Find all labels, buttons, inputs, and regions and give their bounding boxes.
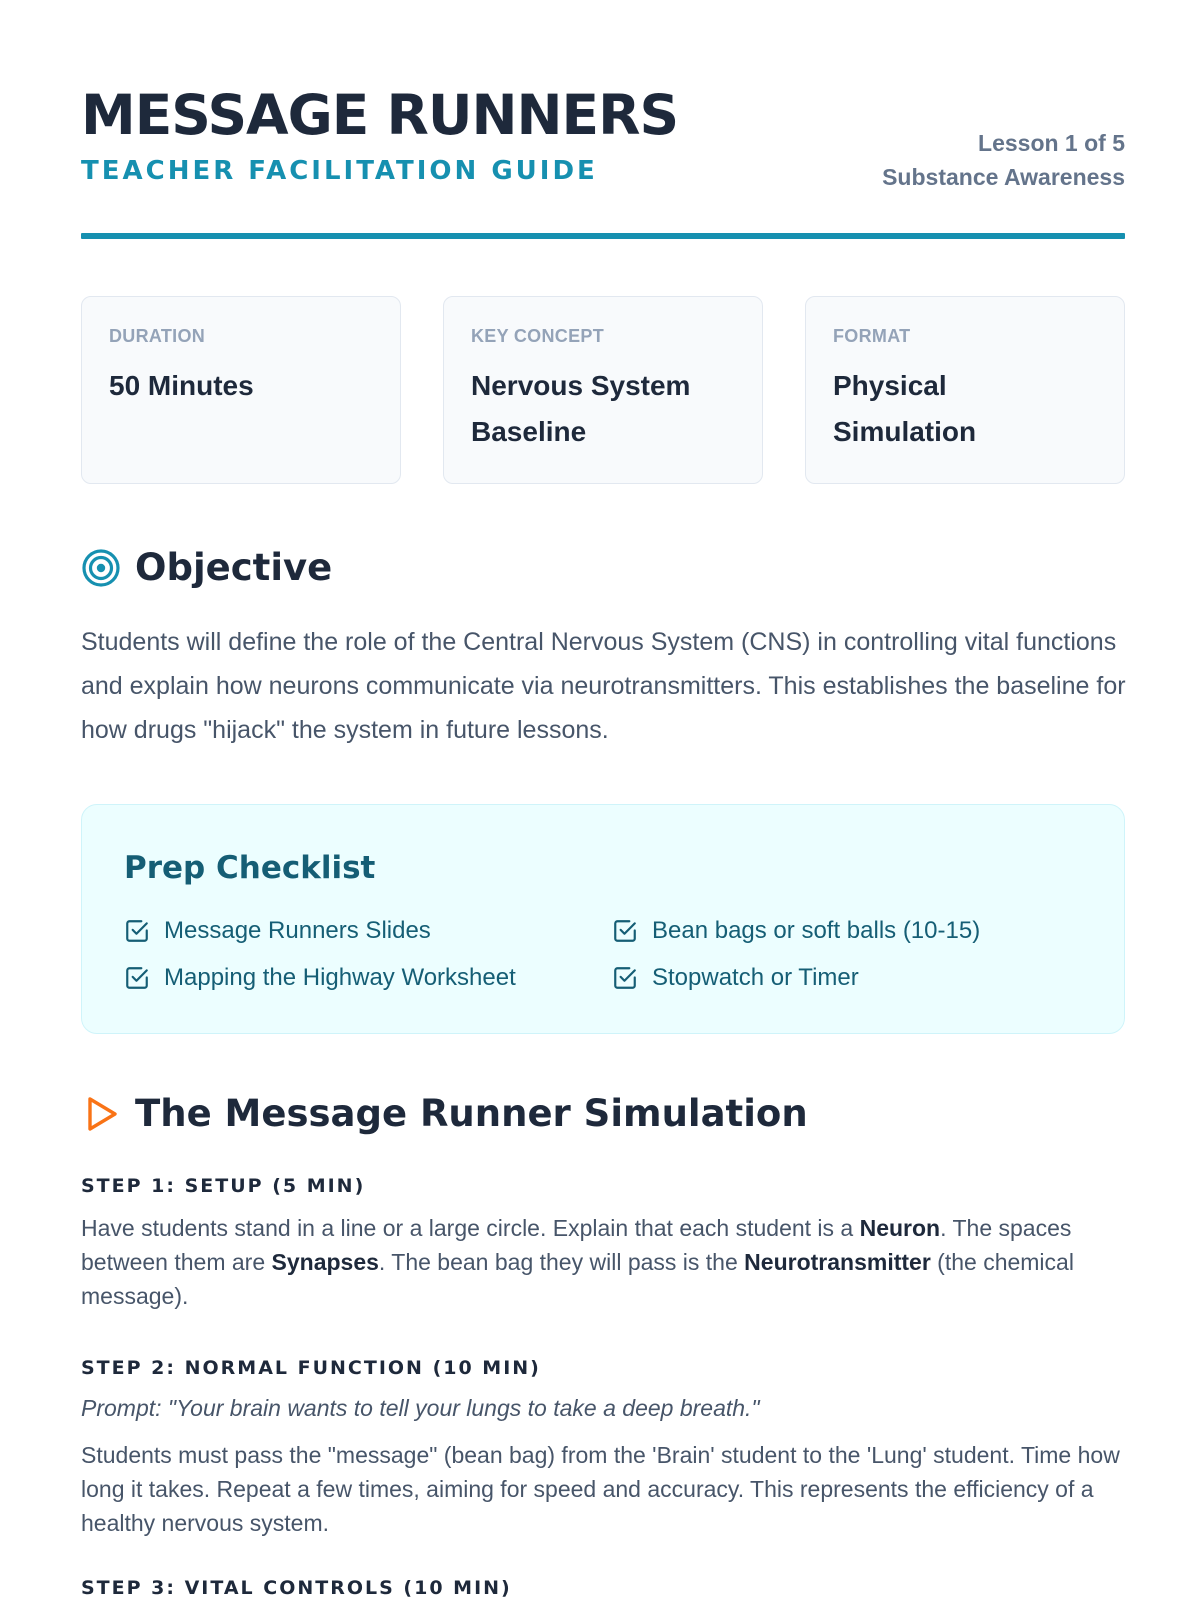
checkbox-icon <box>612 965 638 991</box>
info-cards <box>81 296 1125 486</box>
checklist-item-label: Mapping the Highway Worksheet <box>164 964 516 991</box>
step-text-part: . The bean bag they will pass is the <box>378 1249 745 1275</box>
page-title: MESSAGE RUNNERS <box>81 83 679 147</box>
step-1-label: STEP 1: SETUP (5 MIN) <box>81 1175 366 1197</box>
section-title: Objective <box>135 546 333 589</box>
section-title: The Message Runner Simulation <box>135 1092 808 1135</box>
simulation-heading <box>81 1092 808 1135</box>
step-text-part: (the chemical message). <box>81 1249 1074 1309</box>
step-text-part: Have students stand in a line or a large circle. Explain that each student is a <box>81 1215 860 1241</box>
checkbox-icon <box>124 965 150 991</box>
checklist-item <box>612 917 980 945</box>
play-icon <box>81 1094 121 1134</box>
unit-name: Substance Awareness <box>882 164 1125 190</box>
objective-text: Students will define the role of the Central Nervous System (CNS) in controlling vital functions and explain how neurons communicate via neurotransmitters. This establishes the baseline for how drugs "hijack" the system in future lessons. <box>81 628 1126 744</box>
checkbox-icon <box>612 918 638 944</box>
checklist-item-label: Message Runners Slides <box>164 917 431 944</box>
checklist-item <box>124 964 516 992</box>
checkbox-icon <box>124 918 150 944</box>
checklist-item <box>612 964 859 992</box>
term-neurotransmitter: Neurotransmitter <box>744 1249 931 1275</box>
step-1-text <box>81 1211 1131 1313</box>
header-divider <box>81 233 1125 239</box>
checklist-item-label: Stopwatch or Timer <box>652 964 859 991</box>
term-neuron: Neuron <box>859 1215 941 1241</box>
card-label: KEY CONCEPT <box>471 326 604 346</box>
objective-heading <box>81 546 332 589</box>
card-value: 50 Minutes <box>109 370 254 401</box>
step-2-prompt: Prompt: "Your brain wants to tell your lungs to take a deep breath." <box>81 1395 760 1421</box>
duration-card <box>81 296 401 484</box>
card-label: FORMAT <box>833 326 911 346</box>
checklist-item-label: Bean bags or soft balls (10-15) <box>652 917 981 944</box>
prep-title: Prep Checklist <box>124 850 376 886</box>
card-label: DURATION <box>109 326 206 346</box>
prep-checklist <box>81 804 1125 1034</box>
lesson-meta <box>882 126 1125 194</box>
header <box>81 82 1125 242</box>
checklist-item <box>124 917 431 945</box>
lesson-number: Lesson 1 of 5 <box>978 130 1125 156</box>
step-text-part: . The spaces between them are <box>81 1215 1072 1275</box>
card-value: Physical Simulation <box>833 370 977 447</box>
step-2-text: Students must pass the "message" (bean bag) from the 'Brain' student to the 'Lung' student. Time how long it takes. Repeat a few times, aiming for speed and accuracy. This represents the efficiency of a healthy nervous system. <box>81 1442 1120 1536</box>
format-card <box>805 296 1125 484</box>
card-value: Nervous System Baseline <box>471 370 691 447</box>
step-2-label: STEP 2: NORMAL FUNCTION (10 MIN) <box>81 1357 541 1379</box>
term-synapses: Synapses <box>271 1249 379 1275</box>
key-concept-card <box>443 296 763 484</box>
step-3-label: STEP 3: VITAL CONTROLS (10 MIN) <box>81 1577 512 1599</box>
page-subtitle: TEACHER FACILITATION GUIDE <box>81 156 598 186</box>
target-icon <box>81 548 121 588</box>
